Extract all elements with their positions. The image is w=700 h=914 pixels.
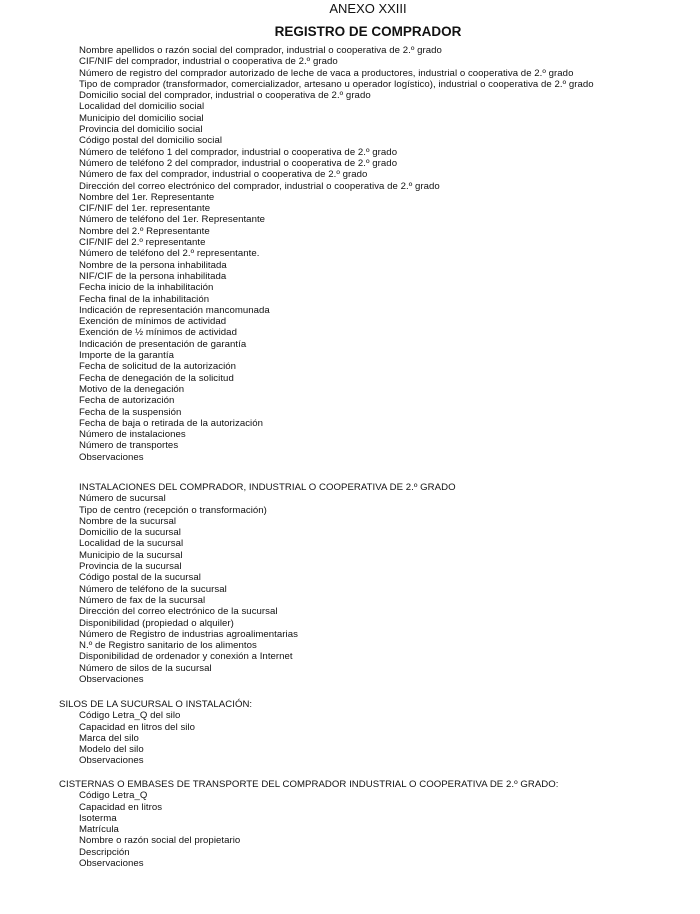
annex-title: ANEXO XXIII <box>329 1 407 16</box>
field-item: Exención de mínimos de actividad <box>79 316 227 328</box>
field-item: Número de teléfono del 2.º representante. <box>79 248 260 260</box>
field-item: Disponibilidad (propiedad o alquiler) <box>79 617 234 629</box>
field-item: CIF/NIF del 2.º representante <box>79 237 206 249</box>
field-item: Indicación de presentación de garantía <box>79 338 247 350</box>
field-item: Fecha de autorización <box>79 395 175 407</box>
field-item: Disponibilidad de ordenador y conexión a Internet <box>79 651 293 663</box>
field-item: Nombre del 2.º Representante <box>79 225 210 237</box>
field-item: Observaciones <box>79 674 144 686</box>
field-item: Código Letra_Q <box>79 790 148 802</box>
field-item: Número de transportes <box>79 440 179 452</box>
installations-section <box>79 482 456 685</box>
field-item: Domicilio social del comprador, industrial o cooperativa de 2.º grado <box>79 90 371 102</box>
field-item: Número de fax del comprador, industrial o cooperativa de 2.º grado <box>79 169 368 181</box>
field-item: Marca del silo <box>79 732 139 744</box>
field-item: Número de teléfono 1 del comprador, industrial o cooperativa de 2.º grado <box>79 146 398 158</box>
field-item: Importe de la garantía <box>79 350 174 362</box>
section-heading: CISTERNAS O EMBASES DE TRANSPORTE DEL COMPRADOR INDUSTRIAL O COOPERATIVA DE 2.º GRADO: <box>59 779 559 790</box>
field-item: Indicación de representación mancomunada <box>79 304 270 316</box>
silos-section <box>59 699 252 767</box>
field-item: Tipo de comprador (transformador, comercializador, artesano u operador logístico), industrial o cooperativa de 2.º grado <box>79 78 594 90</box>
field-item: Motivo de la denegación <box>79 383 185 395</box>
field-item: Nombre o razón social del propietario <box>79 835 241 847</box>
field-item: Nombre de la persona inhabilitada <box>79 259 227 271</box>
field-item: Exención de ½ mínimos de actividad <box>79 327 237 339</box>
field-item: Código postal del domicilio social <box>79 135 223 147</box>
field-item: Número de Registro de industrias agroalimentarias <box>79 628 298 640</box>
field-item: Código Letra_Q del silo <box>79 710 181 722</box>
field-item: Dirección del correo electrónico de la sucursal <box>79 606 278 618</box>
page-title: REGISTRO DE COMPRADOR <box>274 24 462 39</box>
section-heading: INSTALACIONES DEL COMPRADOR, INDUSTRIAL O COOPERATIVA DE 2.º GRADO <box>79 482 456 493</box>
field-item: Observaciones <box>79 755 144 767</box>
field-item: Isoterma <box>79 812 117 824</box>
field-item: Descripción <box>79 846 130 858</box>
field-item: Provincia de la sucursal <box>79 561 182 573</box>
field-item: Localidad del domicilio social <box>79 101 205 113</box>
field-item: CIF/NIF del 1er. representante <box>79 203 211 215</box>
field-item: Municipio de la sucursal <box>79 549 183 561</box>
field-item: CIF/NIF del comprador, industrial o cooperativa de 2.º grado <box>79 56 338 68</box>
field-item: NIF/CIF de la persona inhabilitada <box>79 270 227 282</box>
field-item: Localidad de la sucursal <box>79 538 184 550</box>
field-item: Observaciones <box>79 451 144 463</box>
field-item: Número de teléfono 2 del comprador, industrial o cooperativa de 2.º grado <box>79 157 398 169</box>
field-item: Nombre del 1er. Representante <box>79 191 215 203</box>
field-item: Número de fax de la sucursal <box>79 594 206 606</box>
field-item: Código postal de la sucursal <box>79 572 201 584</box>
section-heading: SILOS DE LA SUCURSAL O INSTALACIÓN: <box>59 699 253 710</box>
field-item: Tipo de centro (recepción o transformación) <box>79 504 267 516</box>
tanks-section <box>59 779 559 869</box>
field-item: Modelo del silo <box>79 744 144 756</box>
field-item: Número de silos de la sucursal <box>79 662 212 674</box>
field-item: Nombre de la sucursal <box>79 515 177 527</box>
field-item: Número de teléfono de la sucursal <box>79 583 227 595</box>
field-item: N.º de Registro sanitario de los alimentos <box>79 640 257 652</box>
field-item: Número de teléfono del 1er. Representante <box>79 214 266 226</box>
field-item: Matrícula <box>79 824 119 836</box>
field-item: Dirección del correo electrónico del comprador, industrial o cooperativa de 2.º grado <box>79 180 440 192</box>
field-item: Capacidad en litros del silo <box>79 721 196 733</box>
field-item: Fecha de baja o retirada de la autorización <box>79 417 264 429</box>
field-item: Fecha inicio de la inhabilitación <box>79 282 214 294</box>
field-item: Capacidad en litros <box>79 801 163 813</box>
field-item: Número de instalaciones <box>79 429 186 441</box>
field-item: Fecha de la suspensión <box>79 406 182 418</box>
field-item: Fecha de solicitud de la autorización <box>79 361 237 373</box>
buyer-fields-list <box>79 45 594 463</box>
field-item: Observaciones <box>79 858 144 870</box>
field-item: Domicilio de la sucursal <box>79 527 181 539</box>
field-item: Número de registro del comprador autorizado de leche de vaca a productores, industrial o cooperativa de 2.º grado <box>79 67 574 79</box>
field-item: Provincia del domicilio social <box>79 124 203 136</box>
field-item: Municipio del domicilio social <box>79 112 204 124</box>
field-item: Fecha final de la inhabilitación <box>79 293 210 305</box>
field-item: Número de sucursal <box>79 493 166 505</box>
field-item: Fecha de denegación de la solicitud <box>79 372 234 384</box>
field-item: Nombre apellidos o razón social del comprador, industrial o cooperativa de 2.º grado <box>79 45 442 56</box>
